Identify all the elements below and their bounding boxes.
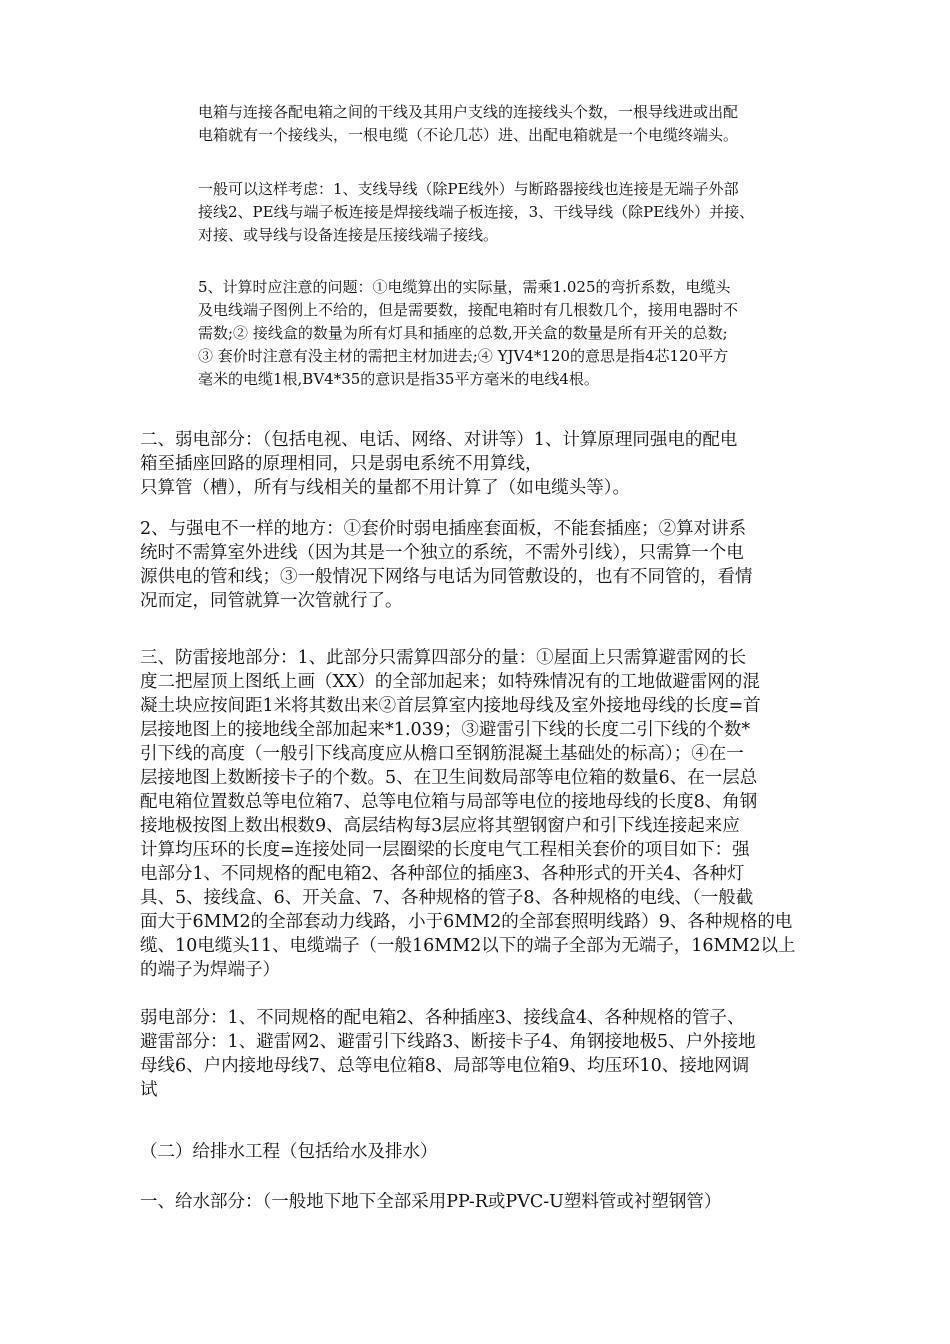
paragraph-weak-current: 二、弱电部分：（包括电视、电话、网络、对讲等）1、计算原理同强电的配电 箱至插座回路的原理相同，只是弱电系统不用算线， 只算管（槽），所有与线相关的量都不用计算了（如电缆头等）。	[140, 430, 738, 498]
paragraph-cable-joints: 电箱与连接各配电箱之间的干线及其用户支线的连接线头个数，一根导线进或出配 电箱就有一个接线头，一根电缆（不论几芯）进、出配电箱就是一个电缆终端头。	[198, 103, 739, 144]
paragraph-weak-and-lightning-items: 弱电部分：1、不同规格的配电箱2、各种插座3、接线盒4、各种规格的管子、 避雷部分：1、避雷网2、避雷引下线路3、断接卡子4、角钢接地极5、户外接地 母线6、户内接地母线7、总等电位箱8、局部等电位箱9、均压环10、接地网调 试	[140, 1008, 756, 1100]
paragraph-water-supply: 一、给水部分：（一般地下地下全部采用PP-R或PVC-U塑料管或衬塑钢管）	[140, 1192, 722, 1212]
paragraph-calculation-notes: 5、计算时应注意的问题：①电缆算出的实际量，需乘1.025的弯折系数，电缆头 及电线端子图例上不给的，但是需要数，接配电箱时有几根数几个，接用电器时不 需数;② 接线盒的数量为所有灯具和插座的总数,开关盒的数量是所有开关的总数; ③ 套价时注意有没主材的需把主材加进去;④ YJV4*120的意思是指4芯120平方 毫米的电缆1根,BV4*35的意识是指35平方毫米的电线4根。	[198, 278, 739, 388]
section-heading-plumbing: （二）给排水工程（包括给水及排水）	[140, 1142, 438, 1162]
paragraph-weak-current-differences: 2、与强电不一样的地方：①套价时弱电插座套面板，不能套插座；②算对讲系 统时不需算室外进线（因为其是一个独立的系统，不需外引线），只需算一个电 源供电的管和线；③一般情况下网络与电话为同管敷设的，也有不同管的，看情 况而定，同管就算一次管就行了。	[140, 519, 753, 611]
paragraph-wiring-considerations: 一般可以这样考虑：1、支线导线（除PE线外）与断路器接线也连接是无端子外部 接线2、PE线与端子板连接是焊接线端子板连接，3、干线导线（除PE线外）并接、 对接、或导线与设备连接是压接线端子接线。	[198, 180, 755, 244]
paragraph-lightning-grounding: 三、防雷接地部分：1、此部分只需算四部分的量：①屋面上只需算避雷网的长 度二把屋顶上图纸上画（XX）的全部加起来；如特殊情况有的工地做避雷网的混 凝土块应按间距1米将其数出来②首层算室内接地母线及室外接地母线的长度=首 层接地图上的接地线全部加起来*1.039；③避雷引下线的长度二引下线的个数* 引下线的高度（一般引下线高度应从檐口至钢筋混凝土基础处的标高）；④在一 层接地图上数断接卡子的个数。5、在卫生间数局部等电位箱的数量6、在一层总 配电箱位置数总等电位箱7、总等电位箱与局部等电位的接地母线的长度8、角钢 接地极按图上数出根数9、高层结构每3层应将其塑钢窗户和引下线连接起来应 计算均压环的长度=连接处同一层圈梁的长度电气工程相关套价的项目如下：强 电部分1、不同规格的配电箱2、各种部位的插座3、各种形式的开关4、各种灯 具、5、接线盒、6、开关盒、7、各种规格的管子8、各种规格的电线、（一般截 面大于6MM2的全部套动力线路，小于6MM2的全部套照明线路）9、各种规格的电 缆、10电缆头11、电缆端子（一般16MM2以下的端子全部为无端子，16MM2以上 的端子为焊端子）	[140, 648, 796, 980]
